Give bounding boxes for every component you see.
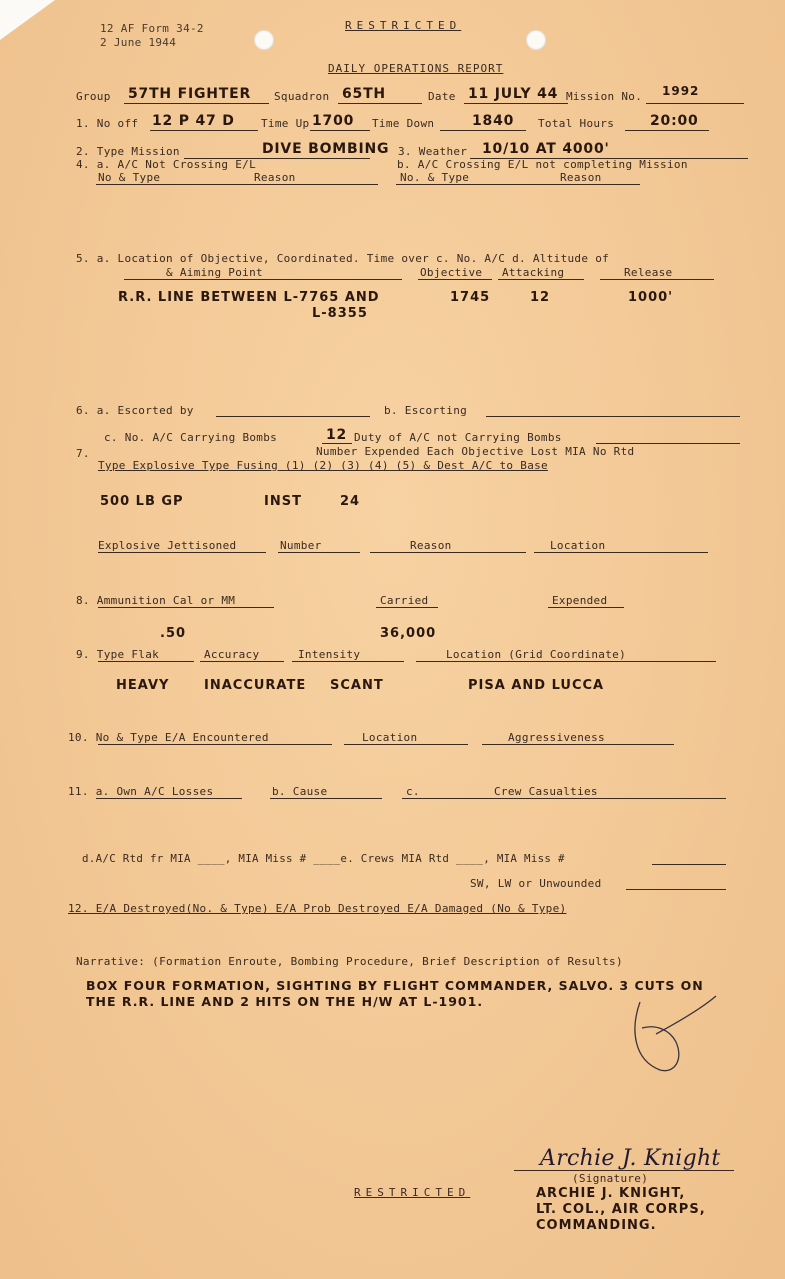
total-hours-rule	[625, 130, 709, 131]
carrying-rule	[322, 443, 352, 444]
no-off-rule	[150, 130, 258, 131]
weather-label: 3. Weather	[398, 145, 468, 158]
item5-release: Release	[624, 266, 673, 279]
jettisoned-location-label: Location	[550, 539, 606, 552]
losses-rule	[96, 798, 242, 799]
aggressiveness-label: Aggressiveness	[508, 731, 605, 744]
item5-attacking: Attacking	[502, 266, 565, 279]
item7-header-1: Number Expended Each Objective Lost MIA No Rtd	[316, 445, 635, 458]
signature-rule	[514, 1170, 734, 1171]
item5-objective: Objective	[420, 266, 483, 279]
time-over-value: 1745	[450, 290, 491, 305]
objective-location-2: L-8355	[312, 306, 368, 321]
duty-label: Duty of A/C not Carrying Bombs	[354, 431, 562, 444]
c-label: c.	[406, 785, 420, 798]
item4-b-label: b. A/C Crossing E/L not completing Mission	[397, 158, 688, 171]
duty-rule	[596, 443, 740, 444]
item7-header-2: Type Explosive Type Fusing (1) (2) (3) (4) (5) & Dest A/C to Base	[98, 459, 548, 472]
encountered-rule	[98, 744, 332, 745]
jettisoned-rule-4	[534, 552, 708, 553]
jettisoned-number-label: Number	[280, 539, 322, 552]
narrative-line-1: BOX FOUR FORMATION, SIGHTING BY FLIGHT COMMANDER, SALVO. 3 CUTS ON	[86, 978, 704, 993]
date-label: Date	[428, 90, 456, 103]
squadron-label: Squadron	[274, 90, 330, 103]
objective-location-1: R.R. LINE BETWEEN L-7765 AND	[118, 290, 380, 305]
rtd-rule	[652, 864, 726, 865]
group-label: Group	[76, 90, 111, 103]
time-up-value: 1700	[312, 113, 355, 129]
accuracy-label: Accuracy	[204, 648, 260, 661]
signature-handwritten: Archie J. Knight	[540, 1146, 721, 1171]
item4-reason-b: Reason	[560, 171, 602, 184]
narrative-label: Narrative: (Formation Enroute, Bombing Procedure, Brief Description of Results)	[76, 955, 623, 968]
ammo-expended-label: Expended	[552, 594, 608, 607]
encountered-location-rule	[344, 744, 468, 745]
losses-label: 11. a. Own A/C Losses	[68, 785, 214, 798]
item5-c-rule	[498, 279, 584, 280]
item7-number: 7.	[76, 447, 90, 460]
signer-role: COMMANDING.	[536, 1218, 657, 1233]
report-title: DAILY OPERATIONS REPORT	[328, 62, 504, 75]
time-down-label: Time Down	[372, 117, 435, 130]
ammunition-rule	[98, 607, 274, 608]
destroyed-label: 12. E/A Destroyed(No. & Type) E/A Prob Destroyed E/A Damaged (No & Type)	[68, 902, 567, 915]
carrying-label: c. No. A/C Carrying Bombs	[104, 431, 278, 444]
explosive-value: 500 LB GP	[100, 494, 184, 509]
fusing-value: INST	[264, 494, 302, 509]
caliber-value: .50	[160, 626, 187, 641]
altitude-value: 1000'	[628, 290, 674, 305]
flak-rule-2	[200, 661, 284, 662]
time-up-label: Time Up	[261, 117, 310, 130]
item4-no-type-b: No. & Type	[400, 171, 470, 184]
flak-location-value: PISA AND LUCCA	[468, 678, 605, 693]
flak-rule-3	[292, 661, 404, 662]
no-off-value: 12 P 47 D	[152, 113, 235, 129]
carrying-value: 12	[326, 427, 348, 443]
escorted-rule	[216, 416, 370, 417]
item4-a-label: 4. a. A/C Not Crossing E/L	[76, 158, 256, 171]
item5-d-rule	[600, 279, 714, 280]
aggressiveness-rule	[482, 744, 674, 745]
squadron-rule	[338, 103, 422, 104]
expended-value: 24	[340, 494, 361, 509]
signature-label: (Signature)	[572, 1172, 649, 1185]
item5-b-rule	[418, 279, 492, 280]
escorted-label: 6. a. Escorted by	[76, 404, 194, 417]
time-up-rule	[310, 130, 370, 131]
group-rule	[124, 103, 269, 104]
carried-value: 36,000	[380, 626, 437, 641]
ammunition-label: 8. Ammunition Cal or MM	[76, 594, 236, 607]
escorting-rule	[486, 416, 740, 417]
item4-no-type: No & Type	[98, 171, 161, 184]
signer-name: ARCHIE J. KNIGHT,	[536, 1186, 686, 1201]
mission-value: 1992	[662, 84, 700, 98]
type-mission-label: 2. Type Mission	[76, 145, 180, 158]
jettisoned-rule-1	[98, 552, 266, 553]
wounded-rule	[626, 889, 726, 890]
item4-reason: Reason	[254, 171, 296, 184]
jettisoned-reason-label: Reason	[410, 539, 452, 552]
punch-hole-left	[254, 30, 274, 50]
signer-rank: LT. COL., AIR CORPS,	[536, 1202, 706, 1217]
item4-b-rule	[396, 184, 640, 185]
carried-label: Carried	[380, 594, 429, 607]
crew-rule	[402, 798, 726, 799]
no-off-label: 1. No off	[76, 117, 139, 130]
flak-rule-1	[98, 661, 194, 662]
carried-rule	[376, 607, 438, 608]
encountered-label: 10. No & Type E/A Encountered	[68, 731, 269, 744]
rtd-line: d.A/C Rtd fr MIA ____, MIA Miss # ____e. Crews MIA Rtd ____, MIA Miss #	[82, 852, 565, 865]
narrative-line-2: THE R.R. LINE AND 2 HITS ON THE H/W AT L-1901.	[86, 994, 484, 1009]
handwritten-mark	[612, 990, 722, 1080]
flak-accuracy-value: INACCURATE	[204, 678, 307, 693]
flak-rule-4	[416, 661, 716, 662]
intensity-label: Intensity	[298, 648, 361, 661]
restricted-bottom: RESTRICTED	[354, 1186, 471, 1199]
flak-label: 9. Type Flak	[76, 648, 160, 661]
jettisoned-rule-3	[370, 552, 526, 553]
punch-hole-right	[526, 30, 546, 50]
escorting-label: b. Escorting	[384, 404, 468, 417]
restricted-top: RESTRICTED	[345, 19, 462, 32]
ammo-expended-rule	[548, 607, 624, 608]
flak-location-label: Location (Grid Coordinate)	[446, 648, 626, 661]
flak-type-value: HEAVY	[116, 678, 170, 693]
date-value: 11 JULY 44	[468, 86, 559, 102]
flak-intensity-value: SCANT	[330, 678, 384, 693]
folded-corner	[0, 0, 55, 40]
jettisoned-rule-2	[278, 552, 360, 553]
time-down-rule	[440, 130, 526, 131]
date-rule	[464, 103, 568, 104]
total-hours-label: Total Hours	[538, 117, 615, 130]
item5-header-2: & Aiming Point	[166, 266, 263, 279]
item5-header-1: 5. a. Location of Objective, Coordinated. Time over c. No. A/C d. Altitude of	[76, 252, 610, 265]
total-hours-value: 20:00	[650, 113, 699, 129]
time-down-value: 1840	[472, 113, 515, 129]
wounded-label: SW, LW or Unwounded	[470, 877, 602, 890]
form-id: 12 AF Form 34-2	[100, 22, 204, 35]
crew-casualties-label: Crew Casualties	[494, 785, 598, 798]
group-value: 57TH FIGHTER	[128, 86, 252, 102]
form-date: 2 June 1944	[100, 36, 177, 49]
no-ac-value: 12	[530, 290, 551, 305]
encountered-location-label: Location	[362, 731, 418, 744]
cause-label: b. Cause	[272, 785, 328, 798]
item4-a-rule	[96, 184, 378, 185]
item5-a-rule	[124, 279, 402, 280]
squadron-value: 65TH	[342, 86, 386, 102]
cause-rule	[270, 798, 382, 799]
mission-rule	[646, 103, 744, 104]
jettisoned-label: Explosive Jettisoned	[98, 539, 237, 552]
mission-label: Mission No.	[566, 90, 643, 103]
weather-value: 10/10 AT 4000'	[482, 141, 610, 157]
type-mission-value: DIVE BOMBING	[262, 141, 390, 157]
